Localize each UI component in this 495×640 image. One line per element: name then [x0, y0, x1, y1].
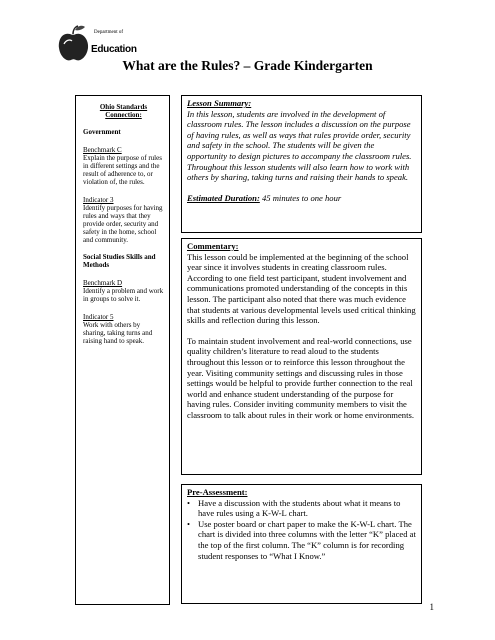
- benchmark-d-text: Identify a problem and work in groups to solve it.: [83, 287, 164, 303]
- indicator-5-label: Indicator 5: [83, 313, 114, 321]
- list-item-text: Have a discussion with the students about what it means to have rules using a K-W-L chart.: [198, 497, 401, 519]
- list-item: [187, 519, 416, 561]
- logo-department-text: Department of: [94, 30, 124, 35]
- lesson-summary-label: Lesson Summary:: [187, 98, 252, 108]
- indicator-3-label: Indicator 3: [83, 196, 114, 204]
- page-number: 1: [429, 602, 434, 612]
- commentary-paragraph-2: To maintain student involvement and real-world connections, use quality children’s literature to read aloud to the students throughout this lesson or to reinforce this lesson throughout the year. Visiting community settings and discussing rules in those settings would be helpful to provide further connection to the real world and enhance student understanding of the purpose for having rules. Consider inviting community members to visit the classroom to talk about rules in their work or home environments.: [187, 335, 414, 420]
- section-government: Government: [83, 128, 121, 136]
- duration-label: Estimated Duration:: [187, 192, 260, 203]
- benchmark-c-label: Benchmark C: [83, 146, 122, 154]
- duration-text: 45 minutes to one hour: [261, 192, 342, 203]
- standards-sidebar: [75, 95, 170, 605]
- commentary-box: [181, 238, 422, 475]
- estimated-duration: [187, 193, 416, 204]
- lesson-summary-text: In this lesson, students are involved in the development of classroom rules. The lesson includes a discussion on the purpose of having rules, as well as ways that rules provide order, security and safety in the school. The students will be given the opportunity to design pictures to accompany the classroom rules. Throughout this lesson students will also learn how to work with others by sharing, taking turns and raising their hands to speak.: [187, 108, 412, 183]
- list-item: [187, 498, 416, 519]
- commentary-paragraph-1: This lesson could be implemented at the beginning of the school year since it involves students in creating classroom rules. According to one field test participant, student involvement and communications promoted understanding of the concepts in this lesson. The participant also noted that there was much evidence that students at various developmental levels used critical thinking skills and reflection during this lesson.: [187, 251, 416, 326]
- pre-assessment-label: Pre-Assessment:: [187, 487, 248, 497]
- indicator-3-text: Identify purposes for having rules and ways that they provide order, security and safety in the home, school and community.: [83, 204, 163, 244]
- bullet-icon: •: [187, 518, 191, 529]
- commentary-label: Commentary:: [187, 241, 239, 251]
- benchmark-d-label: Benchmark D: [83, 279, 123, 287]
- pre-assessment-list: [187, 498, 416, 562]
- page-title: What are the Rules? – Grade Kindergarten: [122, 58, 373, 73]
- standards-heading: Ohio Standards Connection:: [99, 103, 148, 119]
- logo-education-text: Education: [91, 44, 137, 55]
- indicator-5-text: Work with others by sharing, taking turns and raising hand to speak.: [83, 321, 153, 345]
- lesson-summary-box: [181, 95, 422, 233]
- pre-assessment-box: [181, 484, 422, 604]
- benchmark-c-text: Explain the purpose of rules in different settings and the result of adherence to, or violation of, the rules.: [83, 154, 162, 186]
- bullet-icon: •: [187, 497, 191, 508]
- list-item-text: Use poster board or chart paper to make the K-W-L chart. The chart is divided into three columns with the letter “K” placed at the top of the first column. The “K” column is for recording student responses to “What I Know.”: [198, 518, 416, 561]
- section-skills-methods: Social Studies Skills and Methods: [83, 253, 156, 269]
